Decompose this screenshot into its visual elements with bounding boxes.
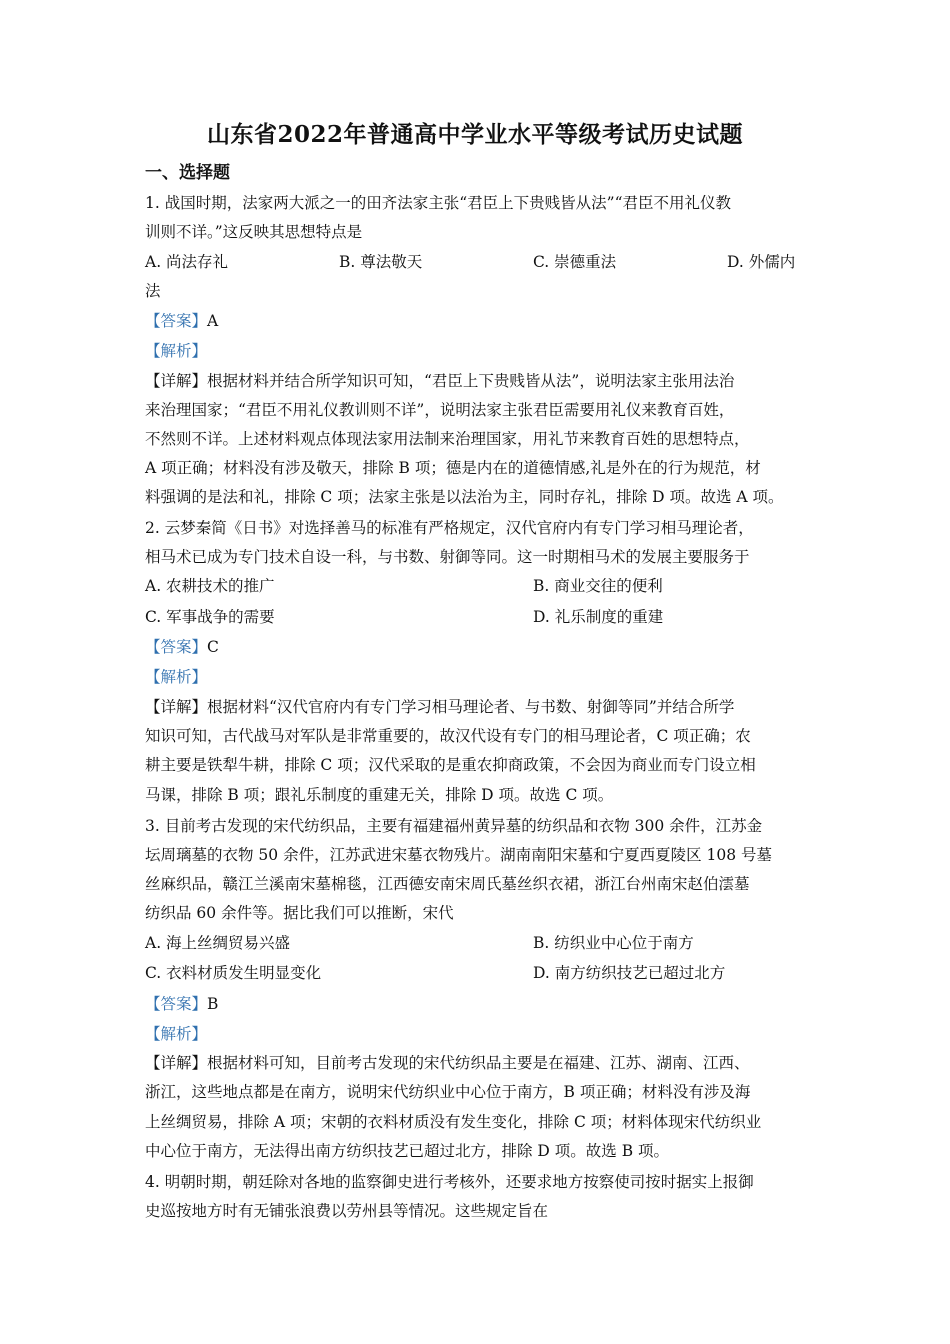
q3-stem-line: 丝麻织品，赣江兰溪南宋墓棉毯，江西德安南宋周氏墓丝织衣裙，浙江台州南宋赵伯澐墓 <box>145 875 750 893</box>
q2-answer-value: C <box>207 638 219 656</box>
q1-option-d: D. 外儒内 <box>727 253 796 271</box>
q1-analysis-label: 【解析】 <box>145 342 208 360</box>
page-title: 山东省2022年普通高中学业水平等级考试历史试题 <box>206 121 743 148</box>
q3-analysis-label: 【解析】 <box>145 1025 208 1043</box>
q3-detail-line: 浙江，这些地点都是在南方，说明宋代纺织业中心位于南方，B 项正确；材料没有涉及海 <box>145 1083 751 1101</box>
q2-option-c: C. 军事战争的需要 <box>145 608 275 626</box>
q1-detail-line: 【详解】根据材料并结合所学知识可知，“君臣上下贵贱皆从法”，说明法家主张用法治 <box>145 372 735 390</box>
q1-stem-line-2: 训则不详。”这反映其思想特点是 <box>145 223 363 241</box>
q3-detail-line: 上丝绸贸易，排除 A 项；宋朝的衣料材质没有发生变化，排除 C 项；材料体现宋代纺织业 <box>145 1113 762 1131</box>
q2-option-b: B. 商业交往的便利 <box>533 577 663 595</box>
q1-detail-line: 不然则不详。上述材料观点体现法家用法制来治理国家，用礼节来教育百姓的思想特点， <box>145 430 750 448</box>
q1-detail-line: A 项正确；材料没有涉及敬天，排除 B 项；德是内在的道德情感,礼是外在的行为规范，材 <box>145 459 761 477</box>
q1-option-b: B. 尊法敬天 <box>339 253 423 271</box>
answer-label: 【答案】 <box>145 312 208 330</box>
q1-answer-value: A <box>207 312 219 330</box>
q2-option-a: A. 农耕技术的推广 <box>145 577 275 595</box>
q2-analysis-label: 【解析】 <box>145 668 208 686</box>
q2-detail-line: 马课，排除 B 项；跟礼乐制度的重建无关，排除 D 项。故选 C 项。 <box>145 786 614 804</box>
q2-stem-line-2: 相马术已成为专门技术自设一科，与书数、射御等同。这一时期相马术的发展主要服务于 <box>145 548 750 566</box>
q1-answer <box>145 310 218 332</box>
q3-option-b: B. 纺织业中心位于南方 <box>533 934 694 952</box>
q3-stem-line: 纺织品 60 余件等。据比我们可以推断，宋代 <box>145 904 454 922</box>
answer-label: 【答案】 <box>145 995 208 1013</box>
section-heading: 一、选择题 <box>145 163 230 183</box>
q1-option-a: A. 尚法存礼 <box>145 253 229 271</box>
q4-stem-line-2: 史巡按地方时有无铺张浪费以劳州县等情况。这些规定旨在 <box>145 1202 549 1220</box>
q3-option-d: D. 南方纺织技艺已超过北方 <box>533 964 726 982</box>
q3-detail-line: 中心位于南方，无法得出南方纺织技艺已超过北方，排除 D 项。故选 B 项。 <box>145 1142 670 1160</box>
q3-stem-line: 3. 目前考古发现的宋代纺织品，主要有福建福州黄异墓的纺织品和衣物 300 余件，江苏金 <box>145 817 763 835</box>
q2-detail-line: 【详解】根据材料“汉代官府内有专门学习相马理论者、与书数、射御等同”并结合所学 <box>145 698 735 716</box>
answer-label: 【答案】 <box>145 638 208 656</box>
q2-option-d: D. 礼乐制度的重建 <box>533 608 664 626</box>
q1-detail-line: 料强调的是法和礼，排除 C 项；法家主张是以法治为主，同时存礼，排除 D 项。故选 A 项。 <box>145 488 784 506</box>
q1-detail-line: 来治理国家；“君臣不用礼仪教训则不详”，说明法家主张君臣需要用礼仪来教育百姓， <box>145 401 735 419</box>
q3-answer <box>145 993 218 1015</box>
q2-detail-line: 耕主要是铁犁牛耕，排除 C 项；汉代采取的是重农抑商政策，不会因为商业而专门设立相 <box>145 756 756 774</box>
q2-detail-line: 知识可知，古代战马对军队是非常重要的，故汉代设有专门的相马理论者，C 项正确；农 <box>145 727 751 745</box>
q4-stem-line-1: 4. 明朝时期，朝廷除对各地的监察御史进行考核外，还要求地方按察使司按时据实上报御 <box>145 1173 754 1191</box>
q2-stem-line-1: 2. 云梦秦简《日书》对选择善马的标准有严格规定，汉代官府内有专门学习相马理论者， <box>145 519 754 537</box>
q3-answer-value: B <box>207 995 219 1013</box>
q3-detail-line: 【详解】根据材料可知，目前考古发现的宋代纺织品主要是在福建、江苏、湖南、江西、 <box>145 1054 750 1072</box>
q2-answer <box>145 636 219 658</box>
q1-option-d-wrap: 法 <box>145 282 161 300</box>
q3-option-a: A. 海上丝绸贸易兴盛 <box>145 934 291 952</box>
q3-stem-line: 坛周璃墓的衣物 50 余件，江苏武进宋墓衣物残片。湖南南阳宋墓和宁夏西夏陵区 108 号墓 <box>145 846 773 864</box>
q1-option-c: C. 崇德重法 <box>533 253 617 271</box>
q3-option-c: C. 衣料材质发生明显变化 <box>145 964 322 982</box>
q1-stem-line-1: 1. 战国时期，法家两大派之一的田齐法家主张“君臣上下贵贱皆从法”“君臣不用礼仪教 <box>145 194 731 212</box>
